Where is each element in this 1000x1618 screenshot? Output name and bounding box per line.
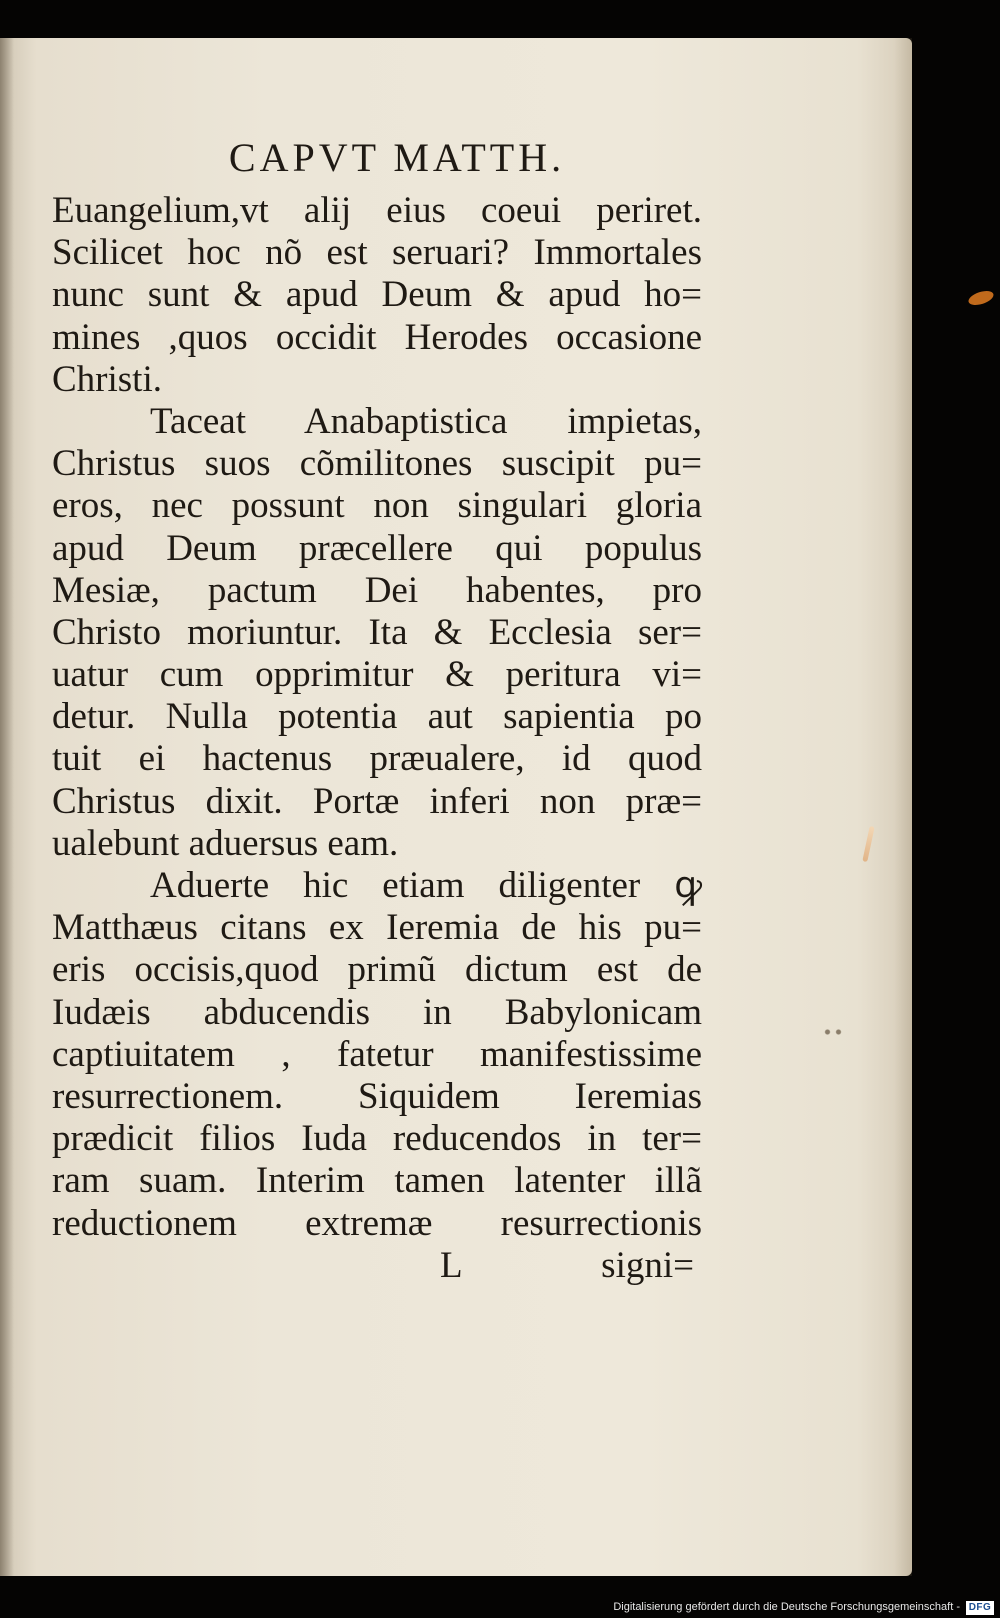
page-binding-shadow <box>0 38 14 1576</box>
page-text-block <box>52 130 702 1287</box>
page-edge-shadow <box>894 38 912 1576</box>
text-line: Iudæis abducendis in Babylonicam <box>52 991 702 1033</box>
text-line: tuit ei hactenus præualere, id quod <box>52 738 702 780</box>
text-line: eris occisis,quod primũ dictum est de <box>52 949 702 991</box>
text-line: Matthæus citans ex Ieremia de his pu= <box>52 907 702 949</box>
text-line: Euangelium,vt alij eius coeui periret. <box>52 190 702 231</box>
text-line: detur. Nulla potentia aut sapientia po <box>52 696 702 738</box>
text-line: resurrectionem. Siquidem Ieremias <box>52 1075 702 1117</box>
text-line: Christo moriuntur. Ita & Ecclesia ser= <box>52 611 702 653</box>
text-line: mines ,quos occidit Herodes occasione <box>52 316 702 358</box>
text-line: prædicit filios Iuda reducendos in ter= <box>52 1118 702 1160</box>
text-line: reductionem extremæ resurrectionis <box>52 1202 702 1244</box>
text-line: Christi. <box>52 358 162 400</box>
text-line: eros, nec possunt non singulari gloria <box>52 485 702 527</box>
paper-stain-mark <box>967 288 995 307</box>
text-line: Christus suos cõmilitones suscipit pu= <box>52 443 702 485</box>
text-line: Mesiæ, pactum Dei habentes, pro <box>52 569 702 611</box>
text-line: apud Deum præcellere qui populus <box>52 527 702 569</box>
text-line: nunc sunt & apud Deum & apud ho= <box>52 274 702 316</box>
digitization-credit: Digitalisierung gefördert durch die Deutsche Forschungsgemeinschaft - <box>613 1601 960 1613</box>
running-head: CAPVT MATTH. <box>228 135 566 180</box>
ink-speck-mark <box>822 1028 844 1036</box>
text-line: ram suam. Interim tamen latenter illã <box>52 1160 702 1202</box>
text-line: Aduerte hic etiam diligenter ꝙ <box>150 865 702 906</box>
dfg-logo: DFG <box>966 1601 994 1615</box>
text-line: Taceat Anabaptistica impietas, <box>150 400 702 442</box>
text-line: Scilicet hoc nõ est seruari? Immortales <box>52 232 702 274</box>
text-line: uatur cum opprimitur & peritura vi= <box>52 654 702 696</box>
body-text <box>52 190 702 1245</box>
catchword: signi= <box>601 1244 694 1286</box>
page-footer-line <box>52 1245 702 1287</box>
signature-mark: L <box>440 1244 463 1286</box>
text-line: Christus dixit. Portæ inferi non præ= <box>52 780 702 822</box>
text-line: captiuitatem , fatetur manifestissime <box>52 1033 702 1075</box>
text-line: ualebunt aduersus eam. <box>52 822 399 864</box>
